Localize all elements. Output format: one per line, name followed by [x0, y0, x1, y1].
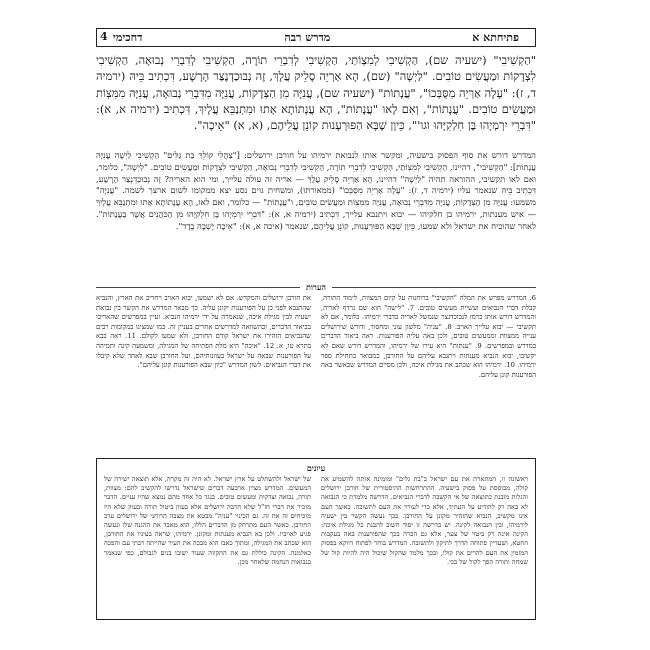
footnotes-column-left: את חורבן ירושלים והמקדש. אם לא ישמעו, יבוא האויב ויחריב את הארץ, והנביא שהתנבא לפני כן על הפורענות יקונן עליה. כך מבאר המדרש את הקשר בין נבואת ישעיה לבין מגילת איכה, שנאמרה על ידי ירמיהו הנביא. ועיין במפרשים שהאריכו בביאור הדברים, ובהשוואה למדרשים אחרים בעניין זה. כמו שמצינו במקומות רבים שהנביאים הזהירו את ישראל קודם החורבן, ולא שמעו לקולם. 11. ראה בבא בתרא טו, א. 12. "איכה" היא מלת הפתיחה של המגילה, ומשמעה קינה ותמיהה על הפורענות שבאה על ישראל בעוונותיהם, ועל החורבן שבא לאחר שלא קיבלו את דברי הנביאים. לשון המדרש "כיון שבא הפורענות קונן עליהם". [96, 294, 311, 370]
main-midrash-text: "הַקְשִׁיבִי" (ישעיה שם), הַקְשִׁיבִי לְמִצְוֹתַי, הַקְשִׁיבִי לְדִבְרֵי תוֹרָה, הַקְשִׁיבִי לְדִבְרֵי נְבוּאָה, הַקְשִׁיבִי לִצְדָקוֹת וּמַעֲשִׂים טוֹבִים. "לַיְשָׁה" (שם), הָא אַרְיֵה סָלֵיק עֲלָךְ, זֶה נְבוּכַדְנֶצַּר הָרָשָׁע, דִּכְתִיב בֵּיהּ (ירמיה ד, ז): "עָלָה אַרְיֵה מִסֻּבְּכוֹ", "עֲנָתוֹת" (ישעיה שם), עֲנִיָּה מִן הַצְּדָקוֹת, עֲנִיָּה מִדִּבְרֵי נְבוּאָה, עֲנִיָּה מִמִּצְוֹת וּמַעֲשִׂים טוֹבִים. "עֲנָתוֹת", וְאִם לָאו "עֲנָתוֹת", הָא עֲנָתוֹתָא אָתוּ וּמִתְנַבֵּא עֲלָיִךְ, דִּכְתִיב (ירמיה א, א): "דִּבְרֵי יִרְמְיָהוּ בֶּן חִלְקִיָּהוּ וגו'", כֵּיוָן שֶׁבָּא הַפּוּרְעָנוּת קוֹנֵן עֲלֵיהֶם, (א, א) "אֵיכָה". [96, 53, 536, 133]
header-edition-title: דחכימי [113, 31, 143, 44]
iyunim-box [96, 458, 536, 620]
footnotes [96, 294, 536, 452]
iyunim-columns [104, 475, 528, 621]
running-header [96, 28, 536, 47]
commentary-text: המדרש דורש את סוף הפסוק בישעיה, ומקשר אותו לנבואת ירמיהו על חורבן ירושלים: ["צַהֲלִי קוֹלֵךְ בַּת גַּלִּים" הַקְשִׁיבִי לַיְשָׁה עֲנִיָּה עֲנָתוֹת]: "הַקְשִׁיבִי", דהיינו, הַקְשִׁיבִי לְמִצְוֹתַי, הַקְשִׁיבִי לְדִבְרֵי תוֹרָה, הַקְשִׁיבִי לְדִבְרֵי נְבוּאָה, הַקְשִׁיבִי לִצְדָקוֹת וּמַעֲשִׂים טוֹבִים. "לַיְשָׁה", כלומר, ואם לאו תקשיבי, ההוראה תהיה "לַיְשָׁה" דהיינו, הָא אַרְיֵה סָלֵיק עֲלָךְ — אריה זה עולה עלייך, ומי הוא האריה? זֶה נְבוּכַדְנֶצַּר הָרָשָׁע, דִּכְתִיב בֵּיהּ שנאמר עליו (ירמיה ד, ז): "עָלָה אַרְיֵה מִסֻּבְּכוֹ" (ממאורתו), ומשחית גוים נסע יצא ממקומו לשום ארצך לשמה. "עֲנִיָּה" משמעו: עֲנִיָּה מִן הַצְּדָקוֹת, עֲנִיָּה מִדִּבְרֵי נְבוּאָה, עֲנִיָּה מִמִּצְוֹת וּמַעֲשִׂים טוֹבִים, ו"עֲנָתוֹת" — כלומר, ואם לאו, הָא עֲנָתוֹתָא אָתוּ וּמִתְנַבֵּא עֲלָיִךְ — איש מענתות, ירמיהו בן חלקיהו — יבוא ויתנבא עלייך, דִּכְתִיב (ירמיה א, א): "דִּבְרֵי יִרְמְיָהוּ בֶּן חִלְקִיָּהוּ מִן הַכֹּהֲנִים אֲשֶׁר בַּעֲנָתוֹת". לאחר שהוכיח את ישראל ולא שמעו, כֵּיוָן שֶׁבָּא הַפּוּרְעָנוּת, קוֹנֵן עֲלֵיהֶם, שנאמר (איכה א, א): "אֵיכָה יָשְׁבָה בָדָד". [96, 150, 536, 231]
iyunim-heading: עיונים [306, 463, 326, 473]
header-book-title: מדרש רבה [284, 31, 331, 44]
divider-rule-left [96, 287, 300, 288]
divider-rule-right [332, 287, 536, 288]
notes-heading: הערות [306, 282, 326, 292]
notes-divider [96, 282, 536, 292]
iyunim-column-right: ראשונה זו, המתארת את עם ישראל כ"בת גלים" ומזמינה אותה להשמיע את קולה, מבוססת על פסוק בישעיה. ההתרחשות ההיסטורית של חורבן ירושלים והגלות מובנת כתוצאה של אי הקשבה לדברי הנביאים. הדרשה מלמדת כי הנבואה לא באה רק להודיע על העתיד, אלא כדי לעורר את העם לתשובה. כאשר העם אינו מקשיב, הנביא שהזהיר מקונן על החורבן. בכך נעשה הקשר בין ישעיה לירמיהו, ובין הנבואה לקינה. יש בדרשה זו יסוד חשוב להבנת כל מגילת איכה: הקינה אינה רק ביטוי של צער, אלא גם הכרה בכך שהפורענות באה בעקבות החטא, ושעדיין פתוחה הדרך לתיקון ולתשובה. המדרש בוחר לפתוח דווקא בפסוק המזמין את העם להרים את קולו, ובכך מלמד שהקול שיכול היה להיות קול של שמחה ותורה הפך לקול של בכי. [321, 475, 528, 566]
header-section-title: פתיחתא א [472, 31, 519, 44]
footnotes-column-right: 6. המדרש מפרש את המלה "הקשיבי" ברוחנות על קיום המצוות, לימוד התורה, קבלת דברי הנביאים ועשיית מעשים טובים. 7. "לישה" הוא שם נרדף לאריה, והמדרש דורש אותו כרמז לנבוכדנצר שנמשל לאריה בדברי ירמיהו. כלומר, אם לא תקשיבי — יבוא עלייך האויב. 8. "עניה" מלשון עוני ומחסור, ודורש שירושלים ענייה ממצוות וממעשים טובים, ולכן באה עליה הפורענות. ראה ביאור הדברים במדרש ובמפרשים. 9. "ענתות" היא עירו של ירמיהו, והמדרש דורש שאם לא יקשיבו, יבוא הנביא מענתות ויתנבא עליהם על החורבן, כמבואר בתחילת ספר ירמיהו. 10. ירמיהו הוא שכתב את מגילת איכה, ולכן מסיים המדרש שכאשר באה הפורענות קונן עליהם. [321, 294, 536, 379]
page-number: 4 [100, 30, 108, 43]
iyunim-column-left: של ישראל ולהשתלט על ארץ ישראל. לא היה זה מקרה, אלא תוצאה ישירה של המעשים. המדרש מציין ארבעה דברים שישראל נדרשו להקשיב להם: מצוות, תורה, נבואה וצדקות ומעשים טובים. כנגד כל אחד מהם נמצא שהיו עניים. הדבר מזכיר את דברי חז"ל שלא חרבה ירושלים אלא בעוון ביטול תורה ובעוון שלא היו מוכיחים זה את זה. גם הכינוי "עניה" מבטא את מצבה הרוחני של ירושלים ערב החורבן. כאשר העם מתרחק מן הדברים הללו, הוא מאבד את ההגנה שלו ונעשה פגיע לאויביו. ולכן בא הנביא מענתות ומקונן. ירמיהו, שראה בעיניו את החורבן, הוא שכתב את המגילה, ומתוך כאבו הוא מבכה את העיר שהייתה רבתי עם והפכה כאלמנה. הקינה כוללת גם את התקווה שעוד ישובו בנים לגבולם, כפי שנאמר בנבואות הנחמה שלאחר מכן. [104, 475, 311, 566]
